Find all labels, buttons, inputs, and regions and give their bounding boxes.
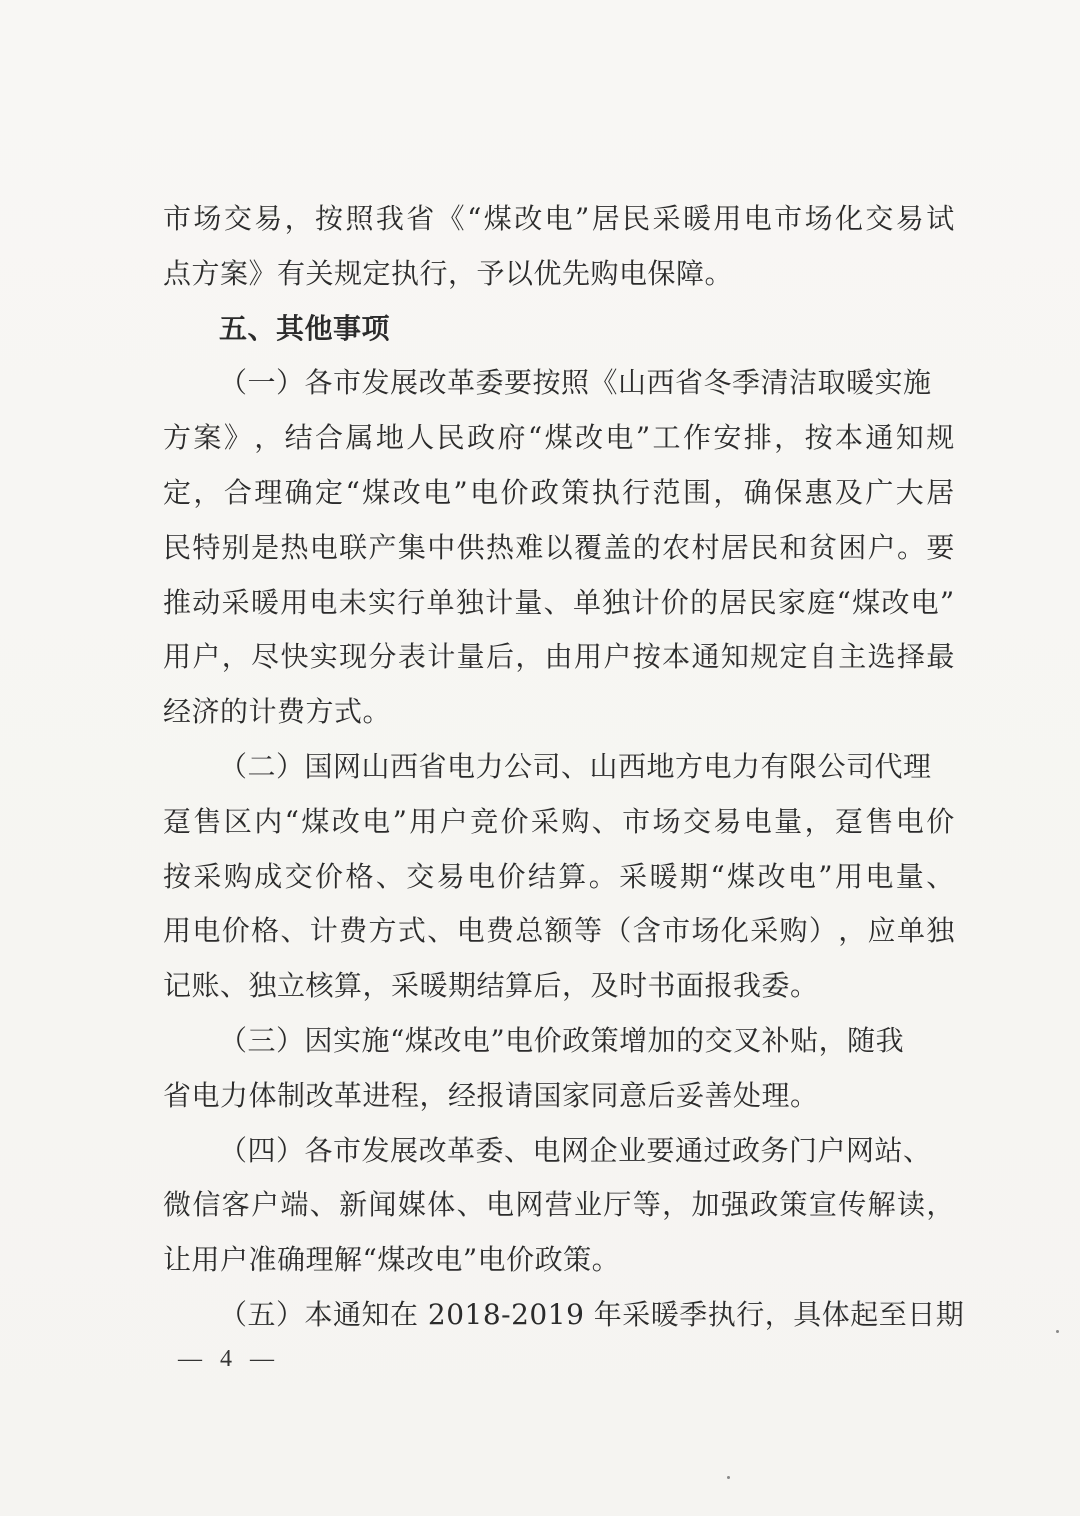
text-line: （二）国网山西省电力公司、山西地方电力有限公司代理	[219, 749, 932, 783]
text-line: （三）因实施“煤改电”电价政策增加的交叉补贴，随我	[219, 1023, 905, 1057]
text-line: 让用户准确理解“煤改电”电价政策。	[163, 1243, 621, 1277]
text-line: 趸 售 区 内 “ 煤 改 电 ” 用 户 竞 价 采 购 、 市 场 交 易 电 量 ， 趸 售 电 价	[163, 804, 955, 838]
text-line: 记账、独立核算，采暖期结算后，及时书面报我委。	[163, 969, 819, 1003]
text-line: 方 案 》 ， 结 合 属 地 人 民 政 府 “ 煤 改 电 ” 工 作 安 排 ， 按 本 通 知 规	[163, 421, 955, 455]
text-line: 用 户 ， 尽 快 实 现 分 表 计 量 后 ， 由 用 户 按 本 通 知 规 定 自 主 选 择 最	[163, 640, 955, 674]
text-line: 民 特 别 是 热 电 联 产 集 中 供 热 难 以 覆 盖 的 农 村 居 民 和 贫 困 户 。 要	[163, 530, 955, 564]
text-line: 市 场 交 易 ， 按 照 我 省 《 “ 煤 改 电 ” 居 民 采 暖 用 电 市 场 化 交 易 试	[163, 202, 955, 235]
text-line: 点方案》有关规定执行，予以优先购电保障。	[163, 256, 734, 290]
section-heading: 五、其他事项	[219, 311, 391, 345]
text-line: 推 动 采 暖 用 电 未 实 行 单 独 计 量 、 单 独 计 价 的 居 民 家 庭 “ 煤 改 电 ”	[163, 585, 955, 619]
page-number: — 4 —	[178, 1346, 280, 1372]
text-line: 经济的计费方式。	[163, 695, 392, 729]
text-line: （一）各市发展改革委要按照《山西省冬季清洁取暖实施	[219, 366, 932, 400]
text-line: （四）各市发展改革委、电网企业要通过政务门户网站、	[219, 1133, 932, 1167]
text-line: 用 电 价 格 、 计 费 方 式 、 电 费 总 额 等 （ 含 市 场 化 采 购 ） ， 应 单 独	[163, 914, 955, 948]
text-line: （五）本通知在 2018-2019 年采暖季执行，具体起至日期	[219, 1297, 965, 1331]
scan-speck	[1056, 1330, 1059, 1333]
text-line: 按 采 购 成 交 价 格 、 交 易 电 价 结 算 。 采 暖 期 “ 煤 改 电 ” 用 电 量 、	[163, 859, 955, 893]
text-line: 省电力体制改革进程，经报请国家同意后妥善处理。	[163, 1078, 819, 1112]
document-body	[163, 192, 965, 1343]
text-line: 微 信 客 户 端 、 新 闻 媒 体 、 电 网 营 业 厅 等 ， 加 强 政 策 宣 传 解 读 ，	[163, 1188, 955, 1222]
text-line: 定 ， 合 理 确 定 “ 煤 改 电 ” 电 价 政 策 执 行 范 围 ， 确 保 惠 及 广 大 居	[163, 475, 955, 509]
scan-speck	[727, 1476, 730, 1479]
